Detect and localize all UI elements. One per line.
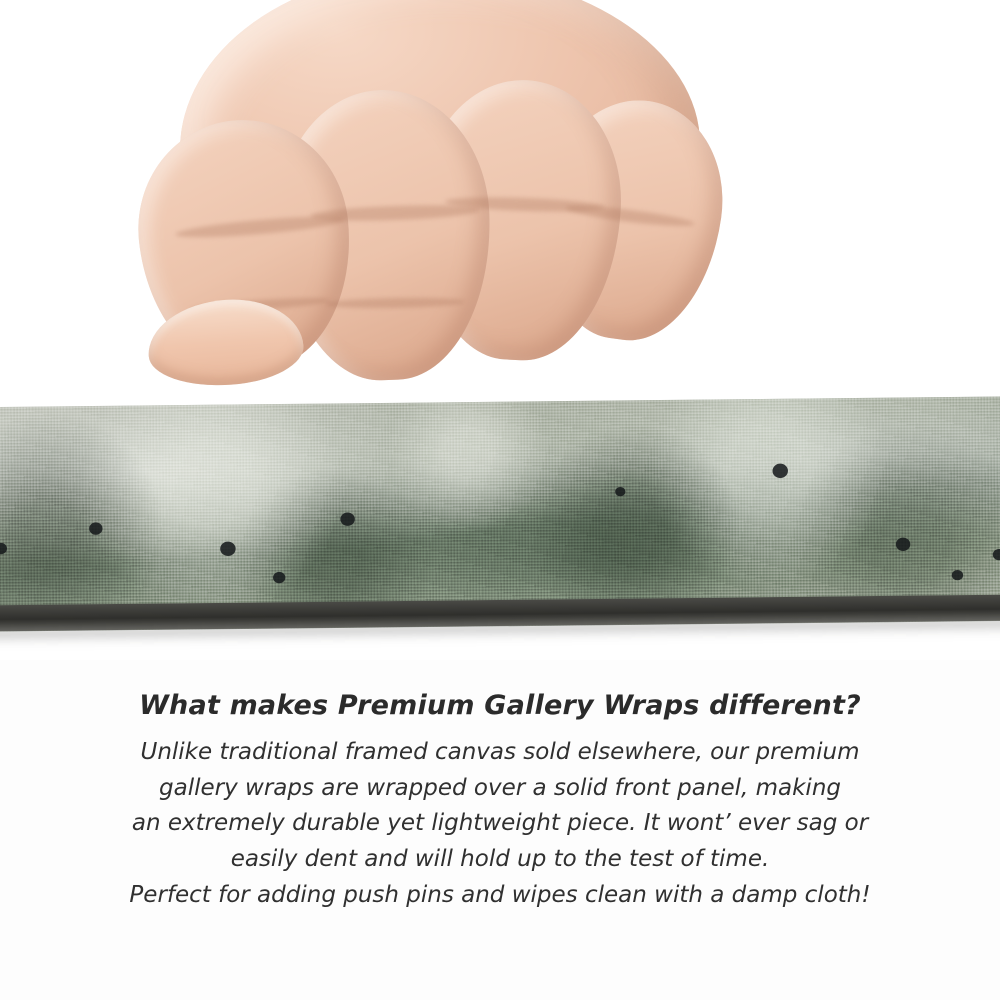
canvas-speck bbox=[952, 570, 963, 580]
hand-icon bbox=[120, 0, 740, 430]
canvas-speck bbox=[615, 487, 625, 496]
caption-line: gallery wraps are wrapped over a solid front panel, making bbox=[159, 774, 841, 801]
canvas-speck bbox=[772, 464, 788, 479]
canvas-speck bbox=[273, 572, 285, 583]
caption-line: easily dent and will hold up to the test of time. bbox=[230, 845, 770, 872]
canvas-speck bbox=[896, 538, 911, 552]
caption-line: Unlike traditional framed canvas sold elsewhere, our premium bbox=[140, 739, 860, 765]
canvas-speck bbox=[220, 541, 236, 556]
canvas-speck bbox=[89, 522, 103, 534]
caption-line: Perfect for adding push pins and wipes clean with a damp cloth! bbox=[129, 881, 871, 908]
canvas-speck bbox=[993, 549, 1000, 560]
canvas-speck bbox=[340, 512, 355, 526]
caption-block bbox=[0, 690, 1000, 913]
caption-heading: What makes Premium Gallery Wraps different? bbox=[139, 690, 861, 721]
caption-line: an extremely durable yet lightweight piece. It wont’ ever sag or bbox=[131, 810, 869, 837]
